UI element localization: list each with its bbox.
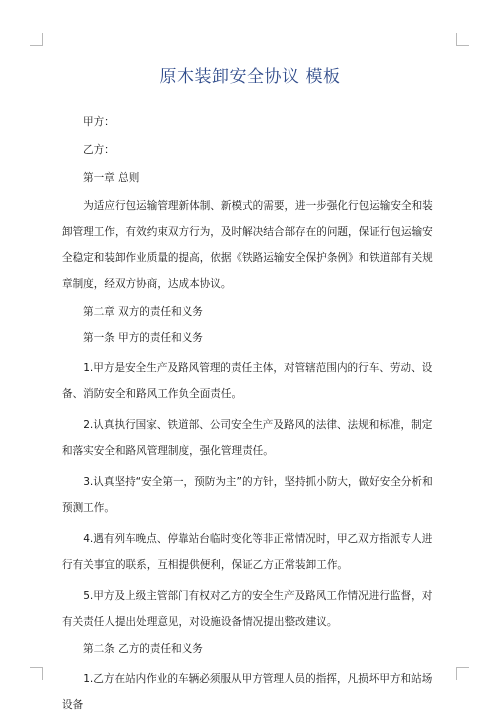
party-a-item-2: 2.认真执行国家、铁道部、公司安全生产及路风的法律、法规和标准，制定和落实安全和路风管理制度，强化管理责任。 [62,419,433,457]
party-a-item-5: 5.甲方及上级主管部门有权对乙方的安全生产及路风工作情况进行监督，对有关责任人提出处理意见，对设施设备情况提出整改建议。 [62,590,433,628]
corner-mark-top-left [30,33,43,46]
corner-mark-bottom-right [456,667,469,680]
party-a-item-3: 3.认真坚持“安全第一，预防为主”的方针，坚持抓小防大，做好安全分析和预测工作。 [62,476,433,514]
article-2-heading: 第二条 乙方的责任和义务 [83,643,203,655]
article-1-heading: 第一条 甲方的责任和义务 [83,332,203,344]
party-a-label: 甲方： [83,116,115,128]
document-body [62,113,438,718]
corner-mark-top-right [456,33,469,46]
document-title: 原木装卸安全协议 模板 [159,67,341,87]
intro-paragraph: 为适应行包运输管理新体制、新模式的需要，进一步强化行包运输安全和装卸管理工作，有效约束双方行为，及时解决结合部存在的问题，保证行包运输安全稳定和装卸作业质量的提高，依据《铁路运输安全保护条例》和铁道部有关规章制度，经双方协商，达成本协议。 [62,200,433,290]
chapter-2-heading: 第二章 双方的责任和义务 [83,306,203,318]
chapter-1-heading: 第一章 总则 [83,172,140,184]
party-b-item-1: 1.乙方在站内作业的车辆必须服从甲方管理人员的指挥，凡损坏甲方和站场设备 [62,673,433,711]
party-a-item-4: 4.遇有列车晚点、停靠站台临时变化等非正常情况时，甲乙双方指派专人进行有关事宜的联系，互相提供便利，保证乙方正常装卸工作。 [62,533,433,571]
party-a-item-1: 1.甲方是安全生产及路风管理的责任主体，对管辖范围内的行车、劳动、设备、消防安全和路风工作负全面责任。 [62,362,433,400]
corner-mark-bottom-left [30,667,43,680]
party-b-label: 乙方： [83,144,115,156]
